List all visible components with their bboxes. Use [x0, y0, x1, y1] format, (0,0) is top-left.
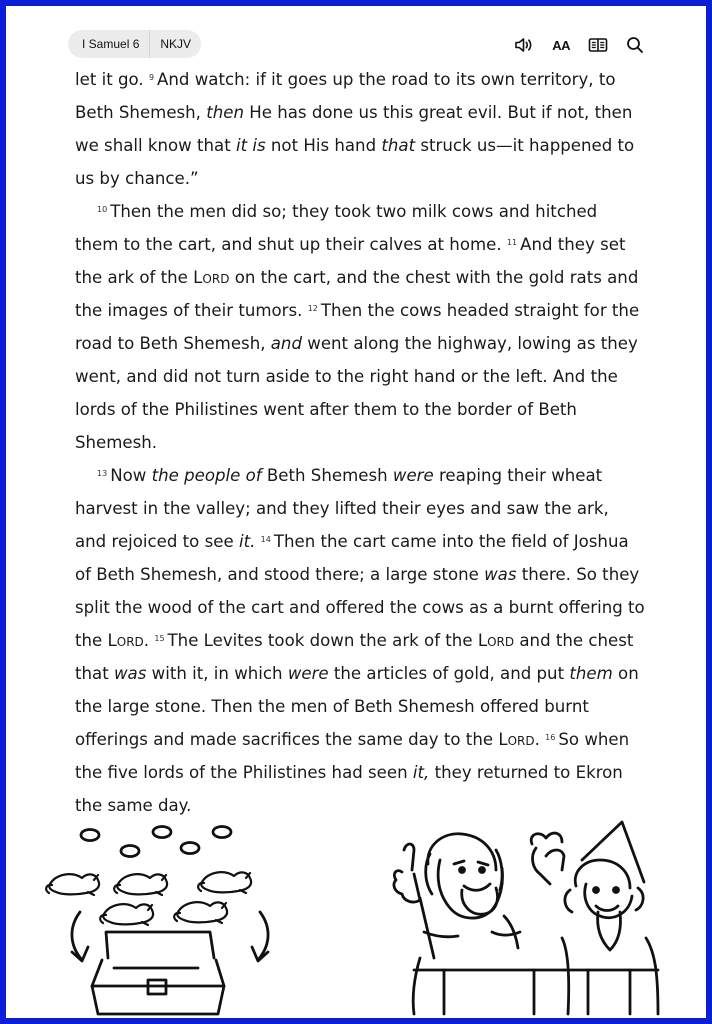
verse-number-14[interactable]: 14 [260, 535, 271, 544]
paragraph-1: let it go. $^9$ And watch: if it goes up the road to its own territory, to Beth Shemesh, then He has done us this great evil. But if not, then we shall know that it is not His hand that struck us—it happened to us by chance.” [75, 70, 635, 188]
philistine-lords-illustration [384, 820, 684, 1016]
version-button[interactable]: NKJV [160, 37, 192, 51]
passage-selector [68, 30, 201, 58]
book-icon [588, 37, 608, 53]
paragraph-3: $^{13}$ Now the people of Beth Shemesh were reaping their wheat harvest in the valley; and they lifted their eyes and saw the ark, and rejoiced to see it. $^{14}$ Then the cart came into the field of Joshua of Beth Shemesh, and stood there; a large stone was there. So they split the wood of the cart and offered the cows as a burnt offering to the Lord. $^{15}$ The Levites took down the ark of the Lord and the chest that was with it, in which were the articles of gold, and put them on the large stone. Then the men of Beth Shemesh offered burnt offerings and made sacrifices the same day to the Lord. $^{16}$ So when the five lords of the Philistines had seen it, they returned to Ekron the same day. [75, 466, 645, 815]
gold-rats-illustration [36, 818, 286, 1018]
reader-toolbar [68, 30, 644, 60]
verse-number-13[interactable]: 13 [97, 469, 108, 478]
divine-name: Lord [477, 631, 515, 650]
reader-mode-button[interactable] [588, 37, 608, 53]
verse-number-11[interactable]: 11 [506, 238, 518, 247]
text-size-icon: AA [552, 37, 570, 53]
divine-name: Lord [193, 268, 230, 287]
speaker-icon [514, 36, 534, 54]
search-button[interactable] [626, 36, 644, 54]
verse-number-15[interactable]: 15 [154, 634, 165, 643]
divine-name: Lord [107, 631, 144, 650]
divine-name: Lord [498, 730, 535, 749]
scripture-text [75, 63, 645, 822]
verse-number-9[interactable]: 9 [148, 73, 155, 82]
two-lords-drawing [384, 820, 684, 1016]
paragraph-2: $^{10}$ Then the men did so; they took two milk cows and hitched them to the cart, and shut up their calves at home. $^{11}$ And they set the ark of the Lord on the cart, and the chest with the gold rats and the images of their tumors. $^{12}$ Then the cows headed straight for the road to Beth Shemesh, and went along the highway, lowing as they went, and did not turn aside to the right hand or the left. And the lords of the Philistines went after them to the border of Beth Shemesh. [75, 202, 640, 452]
verse-number-10[interactable]: 10 [97, 205, 108, 214]
search-icon [626, 36, 644, 54]
text-size-button[interactable] [552, 38, 570, 53]
book-chapter-button[interactable]: I Samuel 6 [82, 37, 140, 51]
verse-number-12[interactable]: 12 [307, 304, 318, 313]
toolbar-actions [514, 30, 644, 60]
audio-button[interactable] [514, 36, 534, 54]
verse-number-16[interactable]: 16 [545, 733, 556, 742]
rats-and-chest-drawing [36, 818, 286, 1018]
